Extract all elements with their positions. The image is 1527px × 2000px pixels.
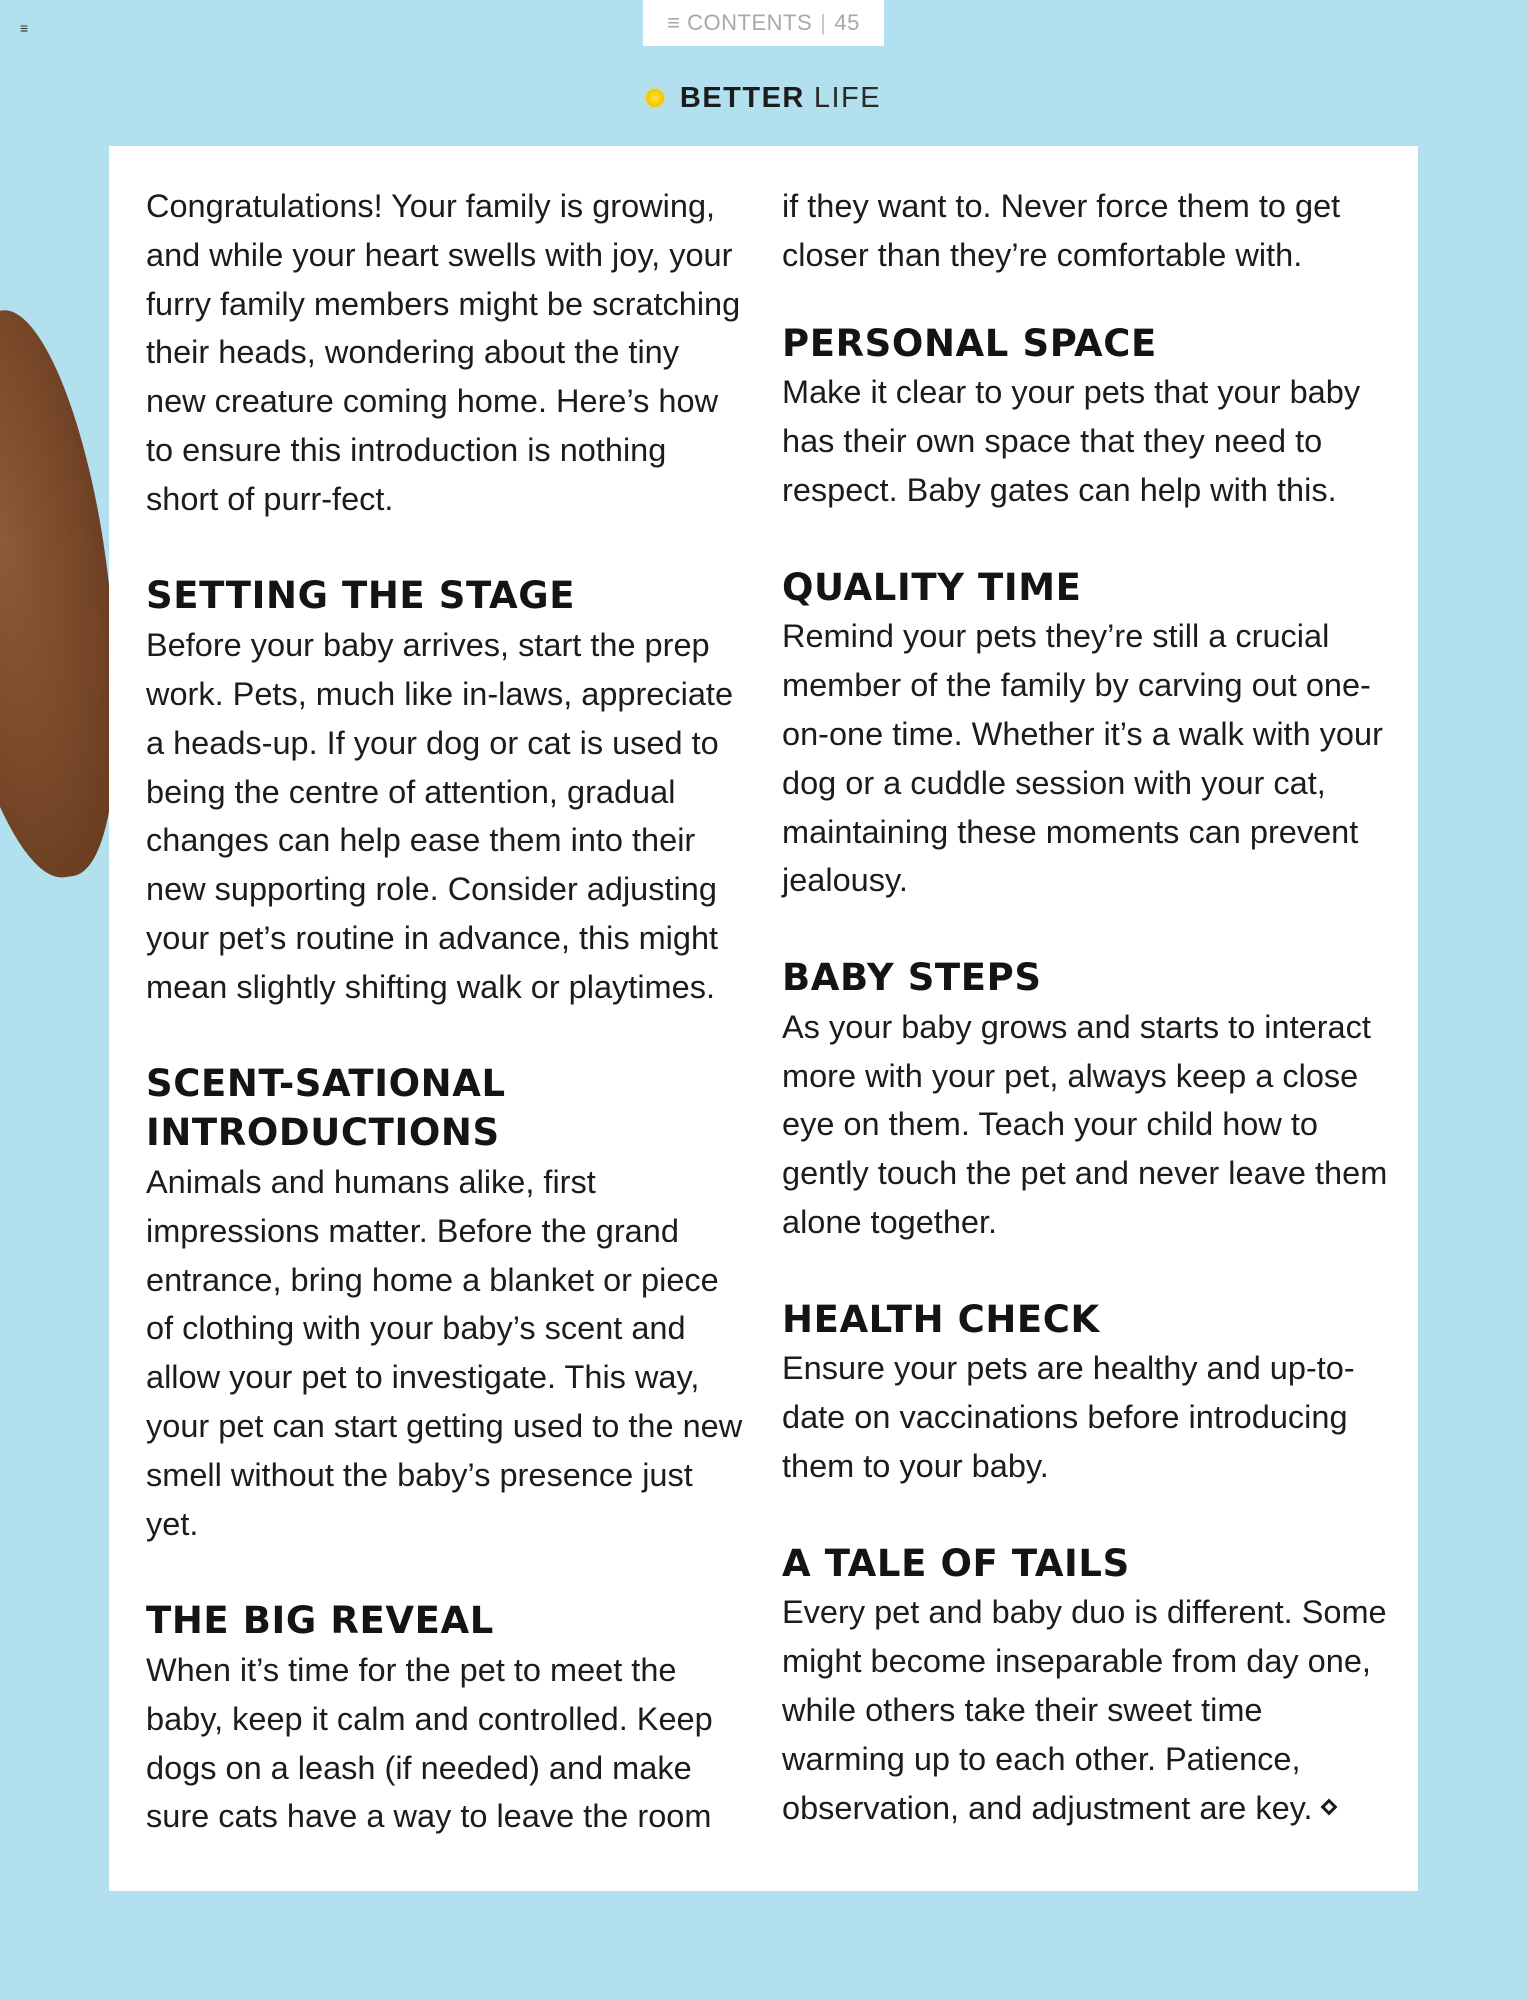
section-body-setting-the-stage: Before your baby arrives, start the prep work. Pets, much like in-laws, appreciate a heads-up. If your dog or cat is used to being the centre of attention, gradual changes can help ease them into their new supporting role. Consider adjusting your pet’s routine in advance, this might mean slightly shifting walk or playtimes. <box>146 627 734 1005</box>
section-heading-tale-of-tails: A TALE OF TAILS <box>782 1541 1130 1585</box>
section-body-big-reveal: When it’s time for the pet to meet the baby, keep it calm and controlled. Keep dogs on a leash (if needed) and make sure cats have a way to leave the room <box>146 1651 713 1835</box>
section-body-tale-of-tails-wrapper <box>782 1588 1392 1832</box>
section-body-tale-of-tails: Every pet and baby duo is different. Some might become inseparable from day one, while others take their sweet time warming up to each other. Patience, observation, and adjustment are key. <box>782 1594 1387 1826</box>
contents-label: ≡ CONTENTS <box>667 10 813 35</box>
end-mark-icon <box>1320 1798 1337 1815</box>
section-title-bold: BETTER <box>679 81 805 114</box>
section-heading-quality-time: QUALITY TIME <box>782 565 1082 609</box>
sun-dot-icon <box>646 89 664 107</box>
section-heading-personal-space: PERSONAL SPACE <box>782 321 1157 365</box>
contents-separator: | <box>820 10 827 35</box>
article-column-right <box>782 182 1392 1832</box>
section-heading-scent-sational: SCENT-SATIONAL INTRODUCTIONS <box>146 1062 506 1155</box>
section-body-baby-steps: As your baby grows and starts to interact more with your pet, always keep a close eye on them. Teach your child how to gently touch the pet and never leave them alone together. <box>782 1008 1388 1240</box>
section-body-personal-space: Make it clear to your pets that your baby has their own space that they need to respect. Baby gates can help with this. <box>782 374 1361 508</box>
section-body-health-check: Ensure your pets are healthy and up-to-date on vaccinations before introducing them to your baby. <box>782 1350 1355 1484</box>
article-column-left <box>146 182 746 1841</box>
section-heading-baby-steps: BABY STEPS <box>782 955 1042 999</box>
menu-icon[interactable]: ≡ <box>20 20 29 36</box>
section-heading-setting-the-stage: SETTING THE STAGE <box>146 574 576 618</box>
section-body-big-reveal-continued: if they want to. Never force them to get closer than they’re comfortable with. <box>782 188 1341 273</box>
section-heading-health-check: HEALTH CHECK <box>782 1297 1100 1341</box>
section-body-scent-sational: Animals and humans alike, first impressions matter. Before the grand entrance, bring home a blanket or piece of clothing with your baby’s scent and allow your pet to investigate. This way, your pet can start getting used to the new smell without the baby’s presence just yet. <box>146 1163 743 1542</box>
section-title-light: LIFE <box>813 81 882 114</box>
page-number: 45 <box>834 10 860 35</box>
article-intro: Congratulations! Your family is growing, and while your heart swells with joy, your furry family members might be scratching their heads, wondering about the tiny new creature coming home. Here’s how to ensure this introduction is nothing short of purr-fect. <box>146 188 741 517</box>
article-card <box>109 146 1418 1891</box>
section-header <box>0 78 1527 118</box>
section-body-quality-time: Remind your pets they’re still a crucial member of the family by carving out one-on-one time. Whether it’s a walk with your dog or a cuddle session with your cat, maintaining these moments can prevent jealousy. <box>782 618 1383 899</box>
section-heading-big-reveal: THE BIG REVEAL <box>146 1599 494 1643</box>
contents-link[interactable] <box>643 0 884 46</box>
